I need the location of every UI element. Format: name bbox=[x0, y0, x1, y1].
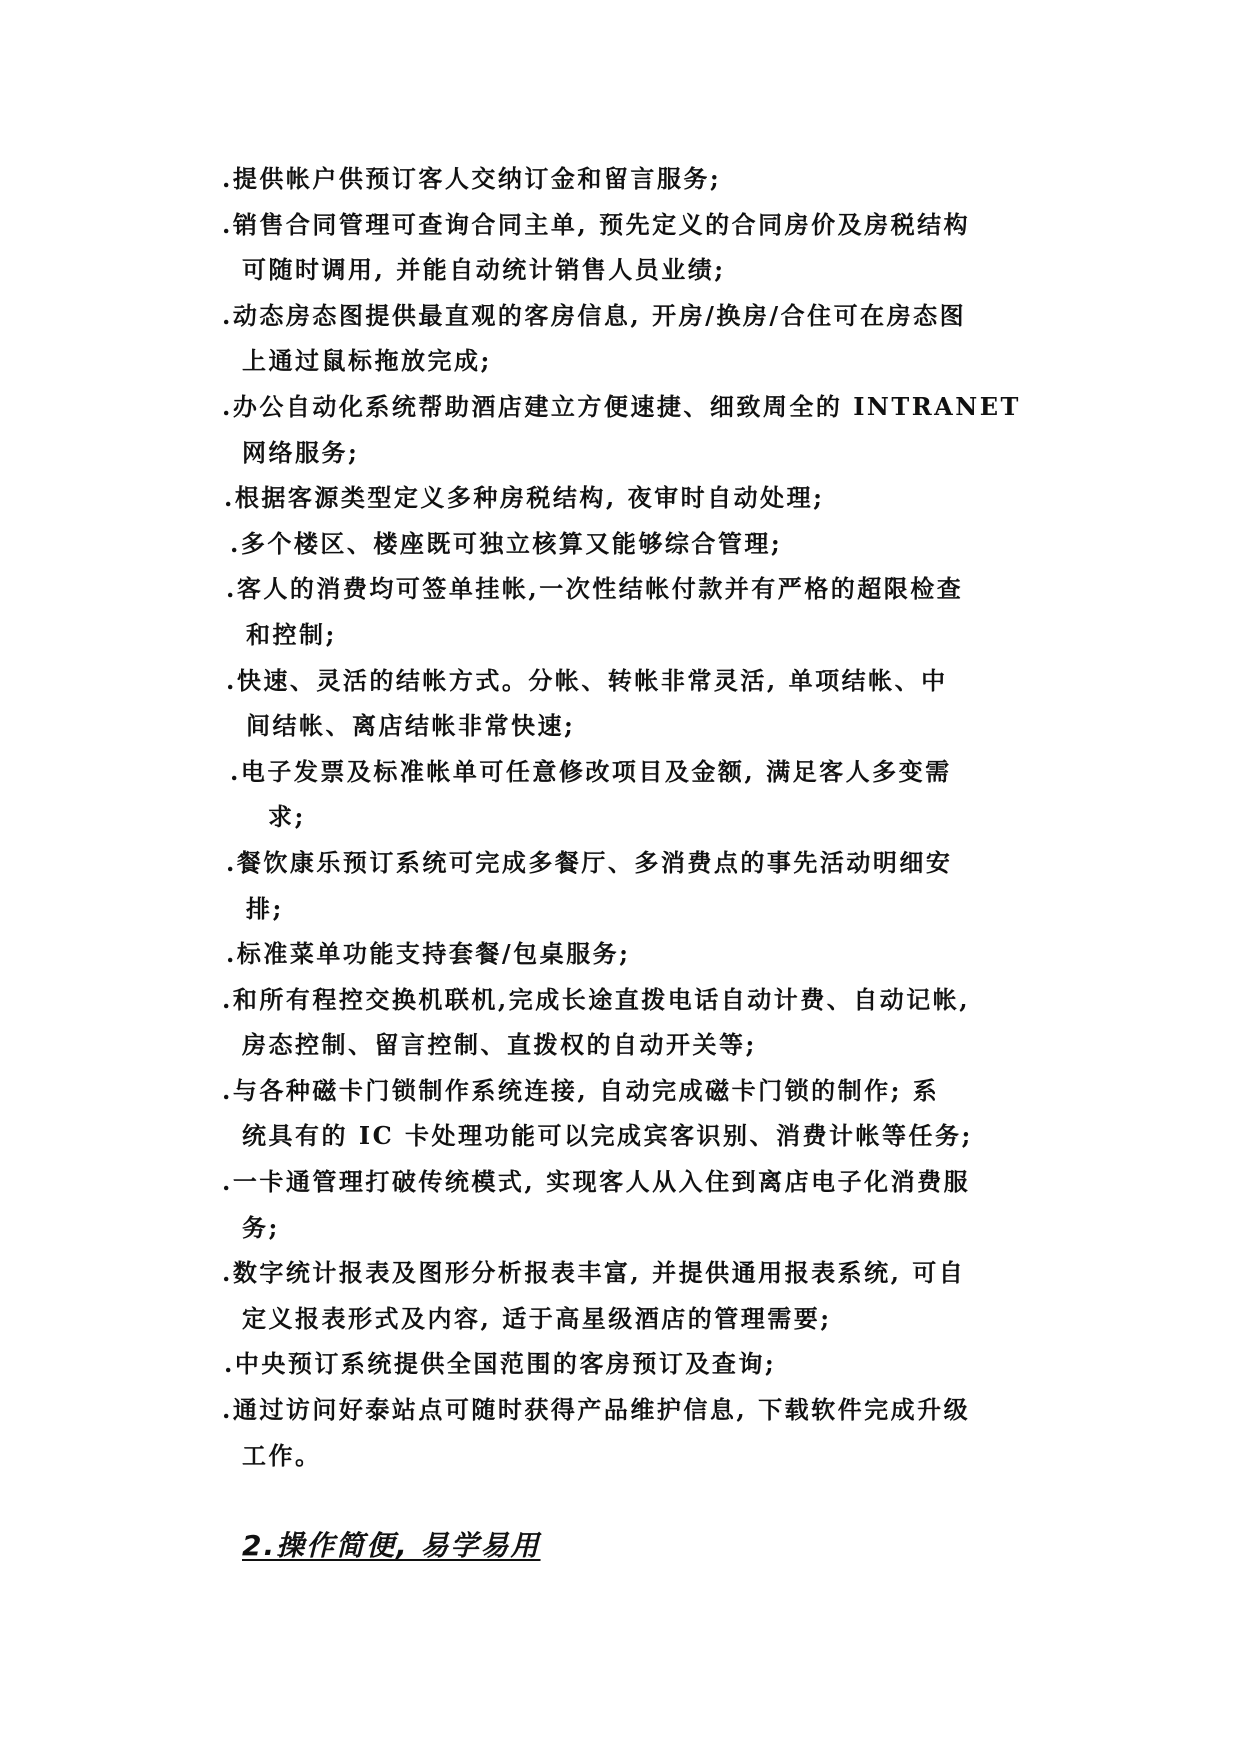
list-item bbox=[222, 1159, 1052, 1250]
list-item-line: .快速、灵活的结帐方式。分帐、转帐非常灵活, 单项结帐、中 bbox=[226, 665, 948, 695]
list-item-line: .多个楼区、楼座既可独立核算又能够综合管理; bbox=[230, 528, 783, 558]
list-item-continuation: 工作。 bbox=[242, 1440, 322, 1470]
list-item bbox=[224, 475, 1052, 521]
list-item bbox=[222, 293, 1052, 384]
section-heading: 2.操作简便, 易学易用 bbox=[242, 1529, 541, 1562]
list-item-line: .通过访问好泰站点可随时获得产品维护信息, 下载软件完成升级 bbox=[222, 1395, 971, 1425]
list-item-continuation: 定义报表形式及内容, 适于高星级酒店的管理需要; bbox=[242, 1303, 832, 1333]
list-item-line: .客人的消费均可签单挂帐,一次性结帐付款并有严格的超限检查 bbox=[226, 574, 964, 604]
list-item bbox=[222, 1250, 1052, 1341]
list-item-continuation: 和控制; bbox=[246, 619, 337, 649]
list-item bbox=[230, 521, 1052, 567]
list-item-continuation: 上通过鼠标拖放完成; bbox=[242, 346, 492, 376]
list-item bbox=[224, 1341, 1052, 1387]
feature-list bbox=[222, 156, 1052, 1478]
list-item-line: .根据客源类型定义多种房税结构, 夜审时自动处理; bbox=[224, 483, 825, 513]
list-item-line: .提供帐户供预订客人交纳订金和留言服务; bbox=[222, 164, 722, 193]
list-item bbox=[222, 202, 1052, 293]
list-item-continuation: 间结帐、离店结帐非常快速; bbox=[246, 711, 576, 741]
list-item-continuation: 网络服务; bbox=[242, 437, 360, 467]
list-item bbox=[226, 931, 1052, 977]
list-item bbox=[222, 1068, 1052, 1159]
list-item bbox=[222, 384, 1052, 475]
list-item-continuation: 务; bbox=[242, 1212, 280, 1242]
list-item bbox=[226, 840, 1052, 931]
list-item-line: .办公自动化系统帮助酒店建立方便速捷、细致周全的 INTRANET bbox=[222, 391, 1021, 421]
list-item bbox=[222, 977, 1052, 1068]
list-item-line: .一卡通管理打破传统模式, 实现客人从入住到离店电子化消费服 bbox=[222, 1167, 971, 1197]
list-item-line: .与各种磁卡门锁制作系统连接, 自动完成磁卡门锁的制作; 系 bbox=[222, 1075, 940, 1105]
list-item bbox=[222, 156, 1052, 202]
list-item-continuation: 求; bbox=[268, 802, 306, 832]
list-item-line: .和所有程控交换机联机,完成长途直拨电话自动计费、自动记帐, bbox=[222, 984, 971, 1014]
list-item-line: .餐饮康乐预订系统可完成多餐厅、多消费点的事先活动明细安 bbox=[226, 847, 953, 877]
list-item-line: .标准菜单功能支持套餐/包桌服务; bbox=[226, 939, 631, 969]
list-item bbox=[222, 1387, 1052, 1478]
list-item-line: .动态房态图提供最直观的客房信息, 开房/换房/合住可在房态图 bbox=[222, 300, 967, 330]
list-item bbox=[226, 566, 1052, 657]
list-item-line: .电子发票及标准帐单可任意修改项目及金额, 满足客人多变需 bbox=[230, 756, 952, 786]
list-item-continuation: 统具有的 IC 卡处理功能可以完成宾客识别、消费计帐等任务; bbox=[242, 1121, 973, 1151]
list-item-line: .销售合同管理可查询合同主单, 预先定义的合同房价及房税结构 bbox=[222, 209, 971, 239]
list-item bbox=[226, 658, 1052, 749]
list-item bbox=[230, 749, 1052, 840]
list-item-line: .中央预订系统提供全国范围的客房预订及查询; bbox=[224, 1349, 777, 1379]
list-item-line: .数字统计报表及图形分析报表丰富, 并提供通用报表系统, 可自 bbox=[222, 1258, 966, 1288]
list-item-continuation: 可随时调用, 并能自动统计销售人员业绩; bbox=[242, 255, 726, 285]
list-item-continuation: 房态控制、留言控制、直拨权的自动开关等; bbox=[242, 1030, 757, 1060]
list-item-continuation: 排; bbox=[246, 893, 284, 923]
